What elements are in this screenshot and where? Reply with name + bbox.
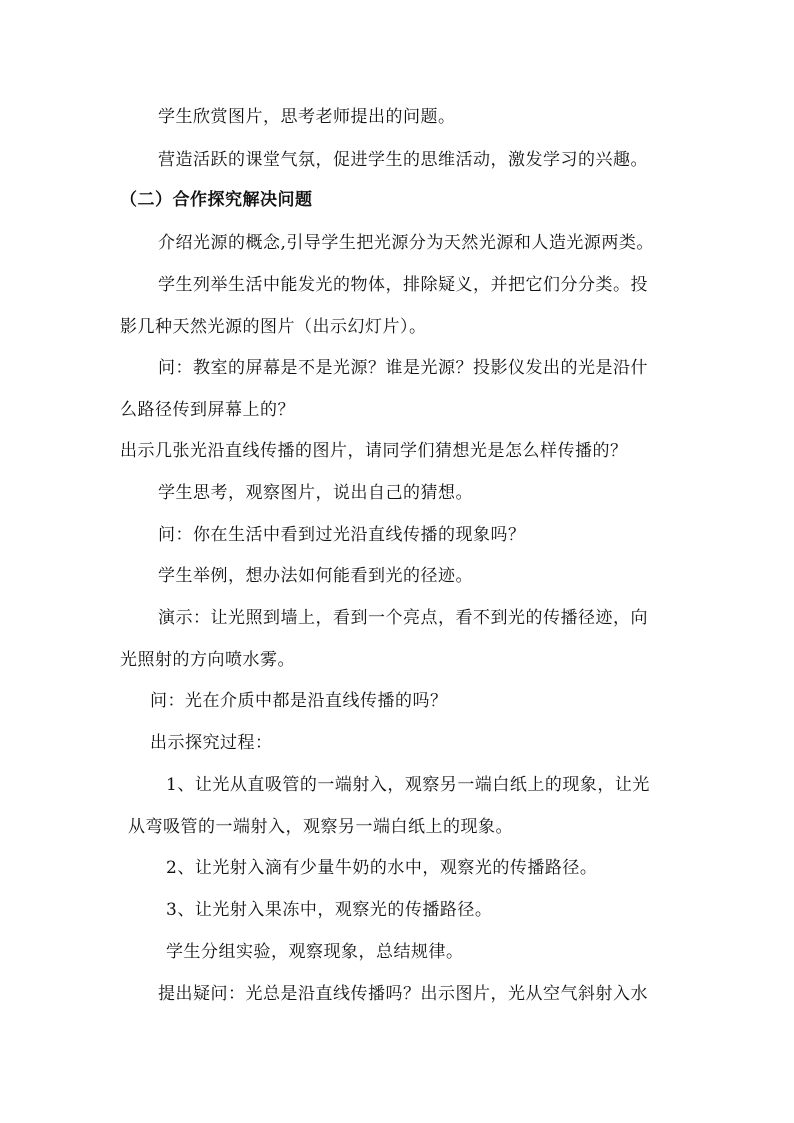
paragraph-line: 出示几张光沿直线传播的图片，请同学们猜想光是怎么样传播的？ — [120, 441, 628, 461]
list-item-continuation: 从弯吸管的一端射入，观察另一端白纸上的现象。 — [128, 817, 513, 837]
paragraph-line: 么路径传到屏幕上的？ — [120, 400, 295, 420]
paragraph-line: 介绍光源的概念,引导学生把光源分为天然光源和人造光源两类。 — [158, 233, 654, 253]
paragraph-line: 学生思考，观察图片，说出自己的猜想。 — [158, 483, 473, 503]
paragraph-line: 提出疑问：光总是沿直线传播吗？出示图片，光从空气斜射入水 — [158, 984, 648, 1004]
paragraph-line: 光照射的方向喷水雾。 — [120, 650, 295, 670]
paragraph-line: 问：教室的屏幕是不是光源？谁是光源？投影仪发出的光是沿什 — [158, 358, 648, 378]
paragraph-line: 影几种天然光源的图片（出示幻灯片）。 — [120, 317, 427, 337]
paragraph-line: 学生列举生活中能发光的物体，排除疑义，并把它们分分类。投 — [158, 275, 648, 295]
list-item: 2、让光射入滴有少量牛奶的水中，观察光的传播路径。 — [166, 858, 598, 878]
paragraph-line: 学生举例，想办法如何能看到光的径迹。 — [158, 566, 473, 586]
paragraph-line: 演示：让光照到墙上，看到一个亮点，看不到光的传播径迹，向 — [158, 608, 648, 628]
section-heading: （二）合作探究解决问题 — [120, 190, 313, 210]
paragraph-line: 学生欣赏图片，思考老师提出的问题。 — [158, 107, 456, 127]
paragraph-line: 出示探究过程： — [150, 733, 273, 753]
list-item: 3、让光射入果冻中，观察光的传播路径。 — [166, 900, 493, 920]
paragraph-line: 问：光在介质中都是沿直线传播的吗？ — [150, 691, 448, 711]
paragraph-line: 问：你在生活中看到过光沿直线传播的现象吗？ — [158, 525, 526, 545]
paragraph-line: 学生分组实验，观察现象，总结规律。 — [166, 942, 464, 962]
list-item: 1、让光从直吸管的一端射入，观察另一端白纸上的现象，让光 — [166, 775, 650, 795]
paragraph-line: 营造活跃的课堂气氛，促进学生的思维活动，激发学习的兴趣。 — [158, 150, 648, 170]
